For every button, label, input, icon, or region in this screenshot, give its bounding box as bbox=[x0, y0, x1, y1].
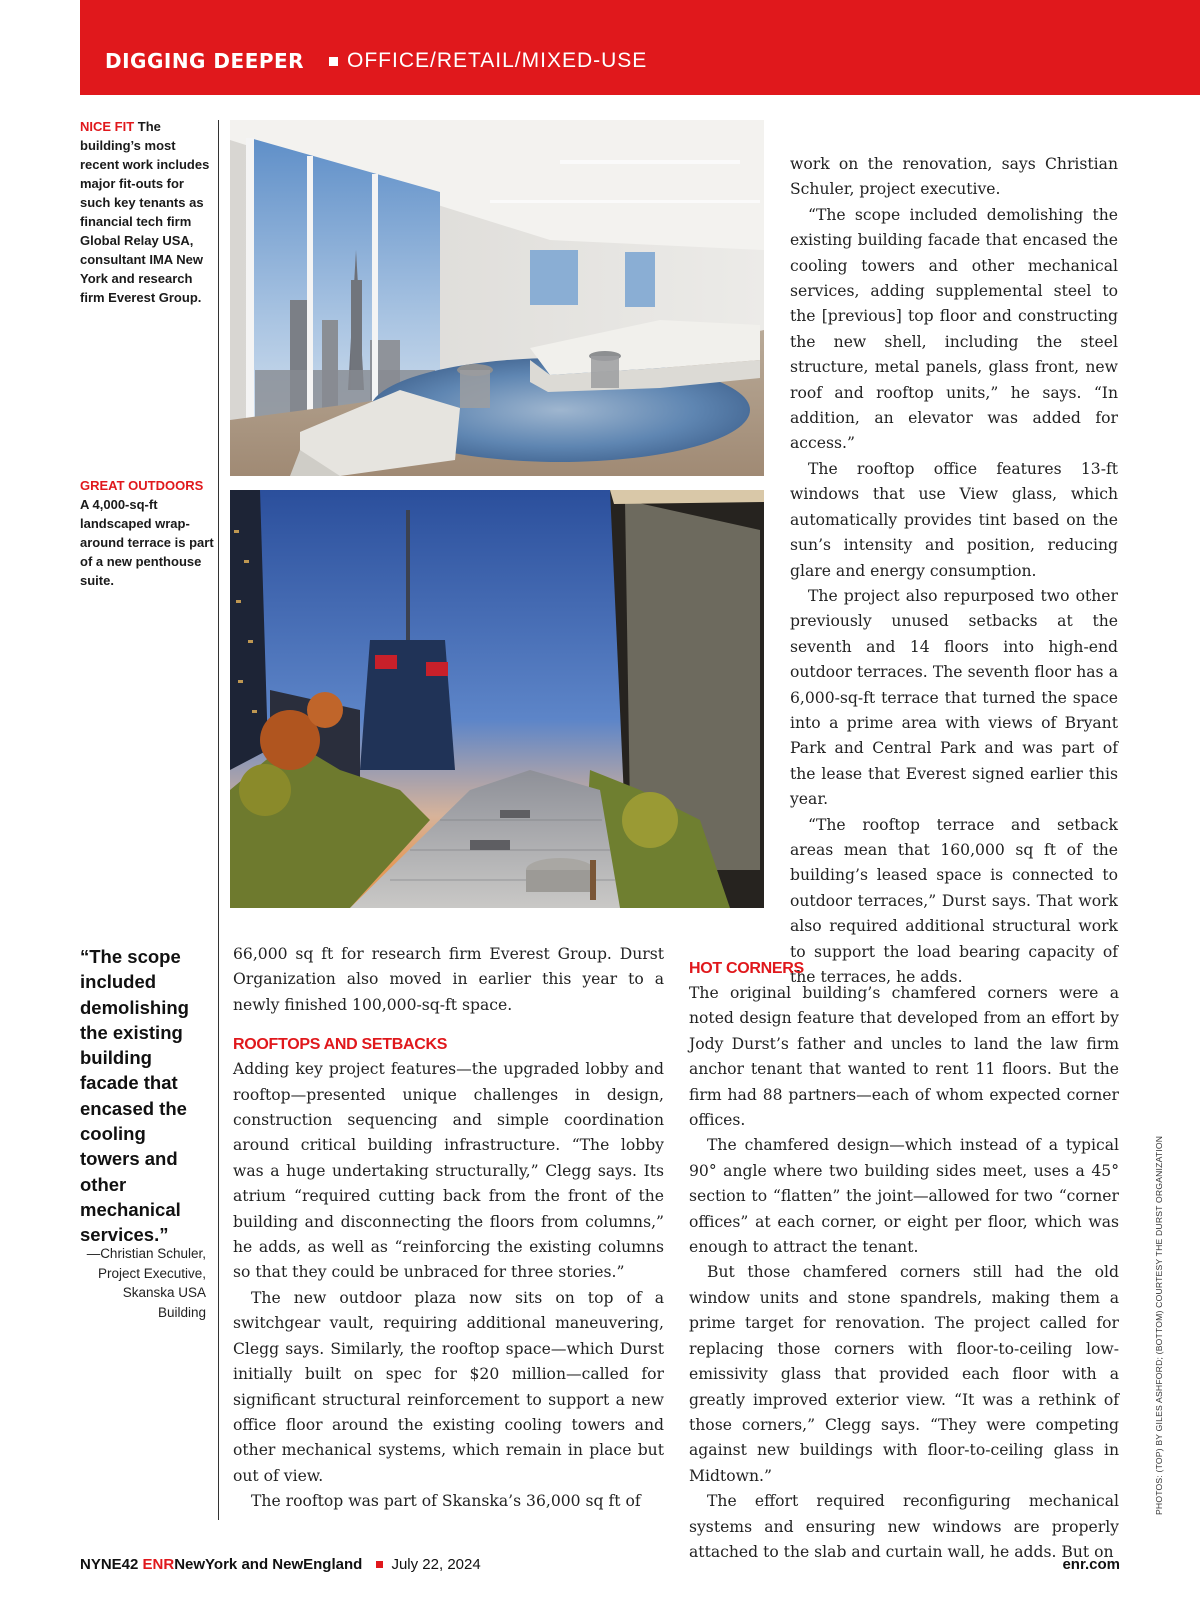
column-divider bbox=[218, 120, 219, 1520]
body-paragraph: “The rooftop terrace and setback areas mean that 160,000 sq ft of the building’s leased space is connected to outdoor terraces,” Durst says. That work also required additional structural work to support the load bearing capacity of the terraces, he adds. bbox=[790, 815, 1118, 986]
footer-left bbox=[80, 1556, 481, 1573]
page-footer bbox=[80, 1556, 1120, 1580]
header-section: OFFICE/RETAIL/MIXED-USE bbox=[347, 49, 648, 72]
photo-credit-text: PHOTOS: (TOP) BY GILES ASHFORD; (BOTTOM) COURTESY THE DURST ORGANIZATION bbox=[1154, 1135, 1164, 1515]
body-paragraph: Adding key project features—the upgraded lobby and rooftop—presented unique challenges in design, construction sequencing and simple coordination around critical building infrastructure. “The lobby was a huge undertaking structurally,” Clegg says. Its atrium “required cutting back from the front of the building and disconnecting the floors from columns,” he adds, as well as “reinforcing the existing columns so that they could be unbraced for three stories.” bbox=[233, 1060, 664, 1282]
body-paragraph: The rooftop office features 13-ft windows that use View glass, which automatically provides tint based on the sun’s intensity and position, reducing glare and energy consumption. bbox=[790, 459, 1118, 580]
caption-top-label: NICE FIT bbox=[80, 119, 135, 134]
subhead-hot-corners: HOT CORNERS bbox=[689, 960, 804, 977]
footer-square-bullet bbox=[376, 1561, 383, 1568]
rooftop-terrace-photo bbox=[230, 490, 764, 908]
office-interior-photo bbox=[230, 120, 764, 476]
right-bottom-column bbox=[689, 956, 1119, 1565]
footer-date: July 22, 2024 bbox=[391, 1556, 481, 1573]
body-paragraph: The project also repurposed two other previously unused setbacks at the seventh and 14 floors into high-end outdoor terraces. The seventh floor has a 6,000-sq-ft terrace that turned the space into a prime area with views of Bryant Park and Central Park and was part of the lease that Everest signed earlier this year. bbox=[790, 586, 1118, 809]
footer-page-number: NYNE42 bbox=[80, 1556, 139, 1573]
photo-credit bbox=[1150, 1115, 1170, 1515]
pull-quote: “The scope included demolishing the existing building facade that encased the cooling towers and other mechanical services.” bbox=[80, 946, 189, 1246]
subhead-rooftops: ROOFTOPS AND SETBACKS bbox=[233, 1036, 448, 1054]
caption-bottom bbox=[80, 476, 215, 590]
caption-bottom-text: A 4,000-sq-ft landscaped wrap-around terrace is part of a new penthouse suite. bbox=[80, 497, 214, 588]
header-square-bullet bbox=[329, 57, 338, 66]
body-paragraph: “The scope included demolishing the existing building facade that encased the cooling towers and other mechanical services, adding supplemental steel to the [previous] top floor and constructing the new shell, including the steel structure, metal panels, glass front, new roof and rooftop units,” he says. “In addition, an elevator was added for access.” bbox=[790, 205, 1118, 453]
body-paragraph: But those chamfered corners still had the old window units and stone spandrels, making them a prime target for renovation. The project called for replacing those corners with floor-to-ceiling low-emissivity glass that provided each floor with a greatly improved exterior view. “It was a rethink of those corners,” Clegg says. “They were competing against new buildings with floor-to-ceiling glass in Midtown.” bbox=[689, 1263, 1119, 1485]
body-paragraph: 66,000 sq ft for research firm Everest Group. Durst Organization also moved in earlier this year to a newly finished 100,000-sq-ft space. bbox=[233, 945, 664, 1014]
pull-quote-attribution: —Christian Schuler, Project Executive, Skanska USA Building bbox=[86, 1246, 206, 1320]
right-top-column bbox=[790, 152, 1118, 990]
body-paragraph: The rooftop was part of Skanska’s 36,000 sq ft of bbox=[251, 1492, 641, 1511]
footer-brand: ENR bbox=[142, 1556, 175, 1573]
body-paragraph: work on the renovation, says Christian Schuler, project executive. bbox=[790, 155, 1118, 199]
caption-top bbox=[80, 117, 215, 307]
section-header bbox=[80, 0, 1200, 95]
body-paragraph: The original building’s chamfered corners were a noted design feature that developed from an effort by Jody Durst’s father and uncles to land the law firm anchor tenant that wanted to rent 11 floors. But the firm had 88 partners—each of whom expected corner offices. bbox=[689, 984, 1119, 1130]
middle-column bbox=[233, 942, 664, 1515]
header-title: DIGGING DEEPER bbox=[105, 49, 305, 73]
footer-edition: NewYork and NewEngland bbox=[174, 1556, 363, 1573]
caption-bottom-label: GREAT OUTDOORS bbox=[80, 478, 204, 493]
caption-top-text: The building’s most recent work includes major fit-outs for such key tenants as financial tech firm Global Relay USA, consultant IMA New York and research firm Everest Group. bbox=[80, 119, 210, 305]
body-paragraph: The new outdoor plaza now sits on top of a switchgear vault, requiring additional maneuvering, Clegg says. Similarly, the rooftop space—which Durst initially built on spec for $20 million—called for significant structural reinforcement to support a new office floor around the existing cooling towers and other mechanical systems, which remain in place but out of view. bbox=[233, 1288, 664, 1485]
body-paragraph: The effort required reconfiguring mechanical systems and ensuring new windows are properly attached to the slab and curtain wall, he adds. But on bbox=[689, 1492, 1119, 1561]
footer-site[interactable]: enr.com bbox=[1062, 1556, 1120, 1573]
body-paragraph: The chamfered design—which instead of a typical 90° angle where two building sides meet, uses a 45° section to “flatten” the joint—allowed for two “corner offices” at each corner, or eight per floor, which was enough to attract the tenant. bbox=[689, 1136, 1119, 1257]
